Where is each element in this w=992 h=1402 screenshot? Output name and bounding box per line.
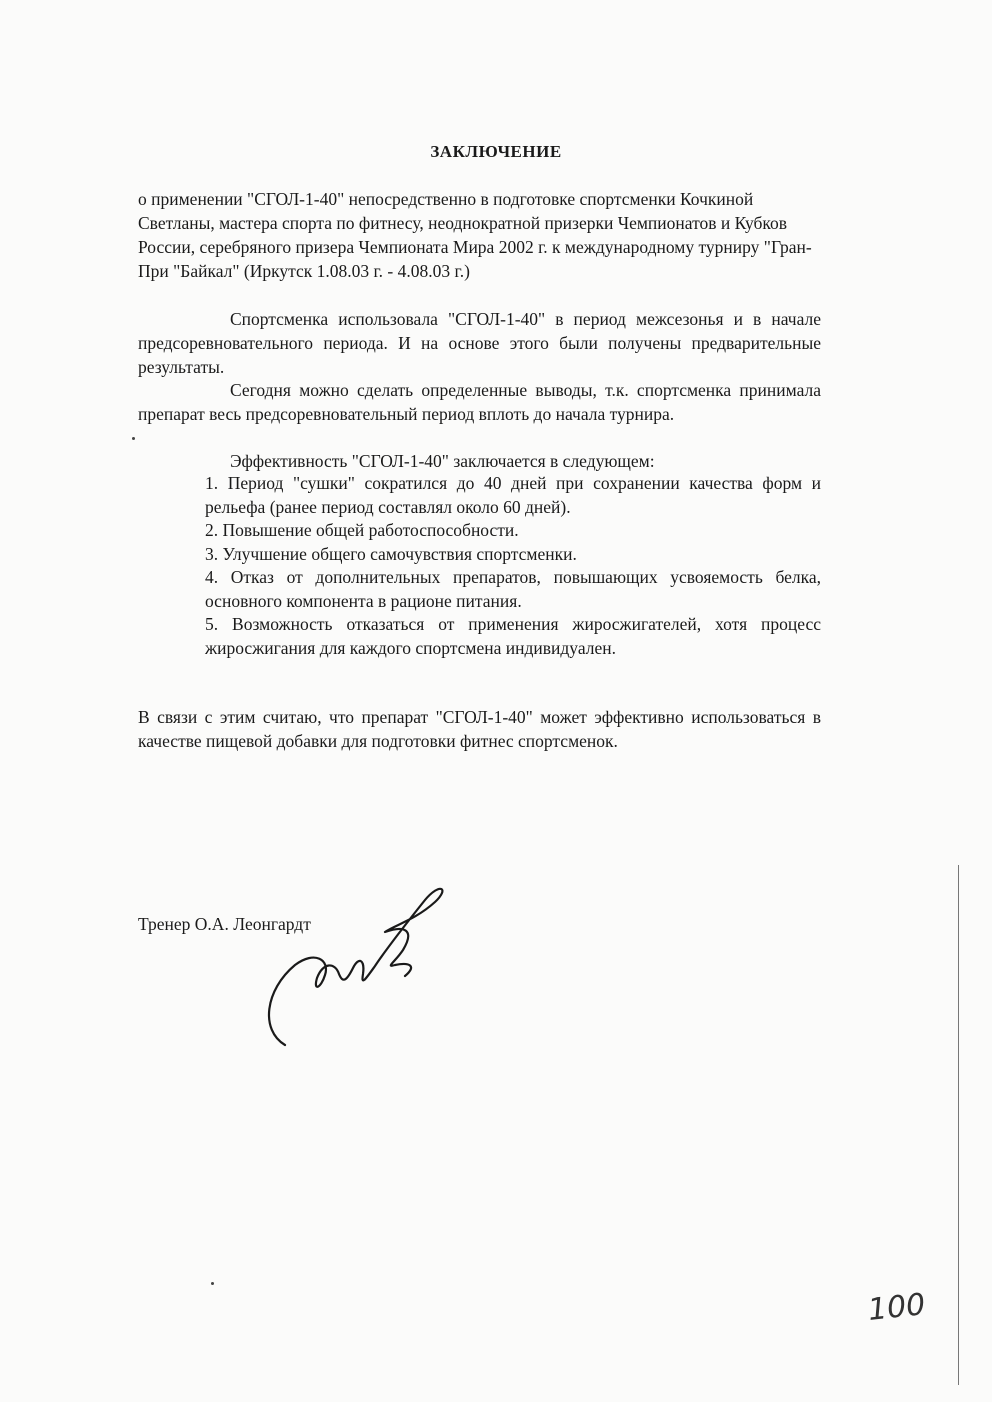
scan-dot (211, 1282, 214, 1285)
signature-caption: Тренер О.А. Леонгардт (138, 914, 311, 934)
list-item: 5. Возможность отказаться от применения жиросжигателей, хотя процесс жиросжигания для каждого спортсмена индивидуален. (205, 614, 821, 658)
document-title: ЗАКЛЮЧЕНИЕ (430, 142, 562, 161)
paragraph-3: Эффективность "СГОЛ-1-40" заключается в следующем: (230, 451, 655, 471)
page-number: 100 (866, 1287, 927, 1328)
list-item: 1. Период "сушки" сократился до 40 дней при сохранении качества форм и рельефа (ранее период составлял около 60 дней). (205, 473, 821, 517)
scan-edge-line (958, 865, 959, 1385)
intro-paragraph: о применении "СГОЛ-1-40" непосредственно в подготовке спортсменки Кочкиной Светланы, мастера спорта по фитнесу, неоднократной призерки Чемпионатов и Кубков России, серебряного призера Чемпионата Мира 2002 г. к международному турниру "Гран-При "Байкал" (Иркутск 1.08.03 г. - 4.08.03 г.) (138, 189, 812, 281)
list-item: 3. Улучшение общего самочувствия спортсменки. (205, 543, 577, 564)
effects-list (205, 472, 821, 660)
paragraph-2: Сегодня можно сделать определенные выводы, т.к. спортсменка принимала препарат весь предсоревновательный период вплоть до начала турнира. (138, 380, 821, 424)
paragraph-1: Спортсменка использовала "СГОЛ-1-40" в период межсезонья и в начале предсоревновательного периода. И на основе этого были получены предварительные результаты. (138, 309, 821, 377)
handwritten-signature (255, 870, 465, 1050)
list-item: 4. Отказ от дополнительных препаратов, повышающих усвояемость белка, основного компонента в рационе питания. (205, 567, 821, 611)
scan-dot (132, 437, 135, 440)
list-item: 2. Повышение общей работоспособности. (205, 520, 519, 540)
conclusion-paragraph: В связи с этим считаю, что препарат "СГОЛ-1-40" может эффективно использоваться в качестве пищевой добавки для подготовки фитнес спортсменок. (138, 707, 821, 751)
